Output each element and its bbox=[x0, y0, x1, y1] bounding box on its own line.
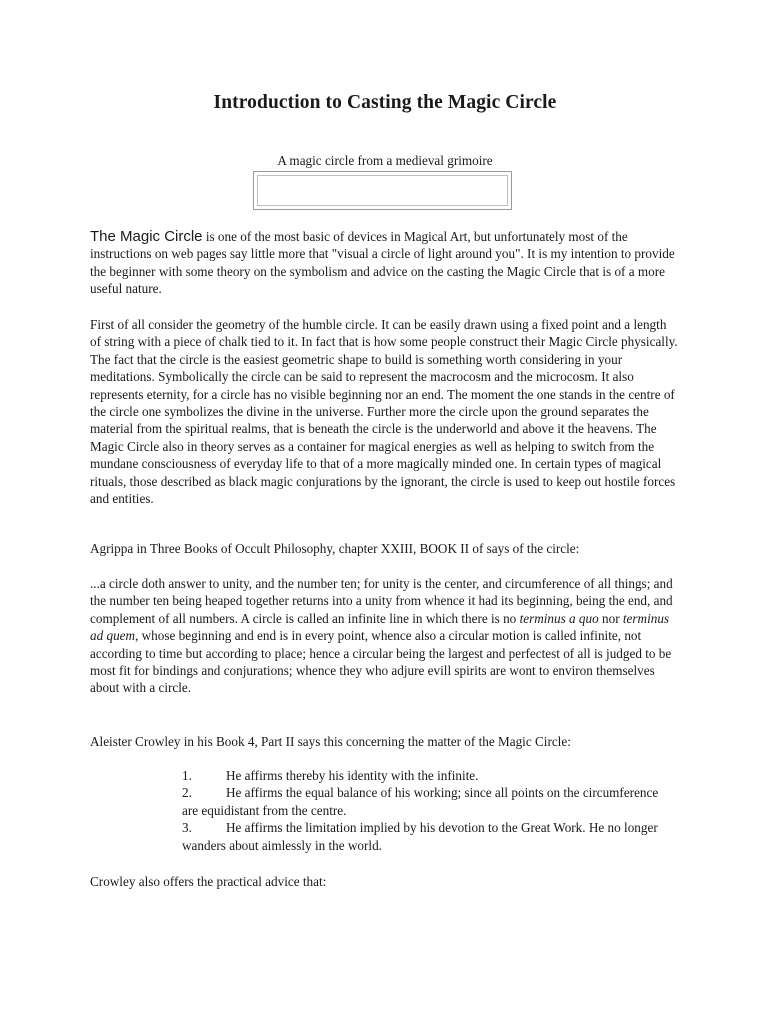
image-placeholder-inner-border bbox=[257, 175, 508, 206]
image-placeholder bbox=[253, 171, 512, 210]
paragraph-crowley-advice: Crowley also offers the practical advice that: bbox=[90, 874, 327, 889]
quote-part-1: ...a circle doth answer to unity, and the number ten; for unity is the center, and circumference of all things; and the number ten being heaped together returns into a unity from whence it had its beginning, being the end, and complement of all numbers. A circle is called an infinite line in which there is no bbox=[90, 576, 673, 626]
list-text: He affirms thereby his identity with the infinite. bbox=[226, 768, 479, 783]
list-item bbox=[182, 767, 674, 784]
quote-part-3: , whose beginning and end is in every point, whence also a circular motion is called infinite, not according to time but according to place; hence a circular being the largest and perfectest of all is judged to be most fit for bindings and conjurations; whence they who adjure evill spirits are wont to environ themselves about with a circle. bbox=[90, 628, 672, 696]
lead-phrase: The Magic Circle bbox=[90, 228, 203, 245]
list-number: 3. bbox=[182, 820, 192, 836]
page-title: Introduction to Casting the Magic Circle bbox=[213, 92, 557, 113]
list-text: He affirms the limitation implied by his devotion to the Great Work. He no longer wanders about aimlessly in the world. bbox=[182, 820, 658, 853]
paragraph-crowley-intro: Aleister Crowley in his Book 4, Part II says this concerning the matter of the Magic Circle: bbox=[90, 734, 571, 749]
quote-part-2: nor bbox=[598, 610, 623, 626]
list-item bbox=[182, 784, 674, 819]
paragraph-geometry: First of all consider the geometry of the humble circle. It can be easily drawn using a fixed point and a length of string with a piece of chalk tied to it. In fact that is how some people construct their Magic Circle physically. The fact that the circle is the easiest geometric shape to build is something worth considering in your meditations. Symbolically the circle can be said to represent the macrocosm and the microcosm. It also represents eternity, for a circle has no visible beginning nor an end. The moment the one stands in the centre of the circle one symbolizes the divine in the universe. Further more the circle upon the ground separates the material from the spiritual realms, that is beneath the circle is the underworld and above it the heavens. The Magic Circle also in theory serves as a container for magical energies as well as helping to switch from the mundane consciousness of everyday life to that of a more magically minded one. In certain types of magical rituals, those described as black magic conjurations by the ignorant, the circle is used to keep out hostile forces and entities. bbox=[90, 317, 678, 507]
crowley-list bbox=[182, 767, 674, 854]
list-item bbox=[182, 819, 674, 854]
list-number: 2. bbox=[182, 785, 192, 801]
list-number: 1. bbox=[182, 768, 192, 783]
paragraph-agrippa-quote bbox=[90, 575, 680, 697]
list-text: He affirms the equal balance of his working; since all points on the circumference are equidistant from the centre. bbox=[182, 785, 659, 818]
quote-term-1: terminus a quo bbox=[519, 610, 599, 626]
paragraph-intro-text: is one of the most basic of devices in Magical Art, but unfortunately most of the instructions on web pages say little more that "visual a circle of light around you". It is my intention to provide the beginner with some theory on the symbolism and advice on the casting the Magic Circle that is of a more useful nature. bbox=[90, 229, 675, 297]
paragraph-intro bbox=[90, 228, 680, 298]
paragraph-agrippa-intro: Agrippa in Three Books of Occult Philosophy, chapter XXIII, BOOK II of says of the circle: bbox=[90, 541, 580, 556]
image-caption: A magic circle from a medieval grimoire bbox=[277, 153, 493, 168]
quote-term-2: terminus ad quem bbox=[90, 610, 670, 644]
